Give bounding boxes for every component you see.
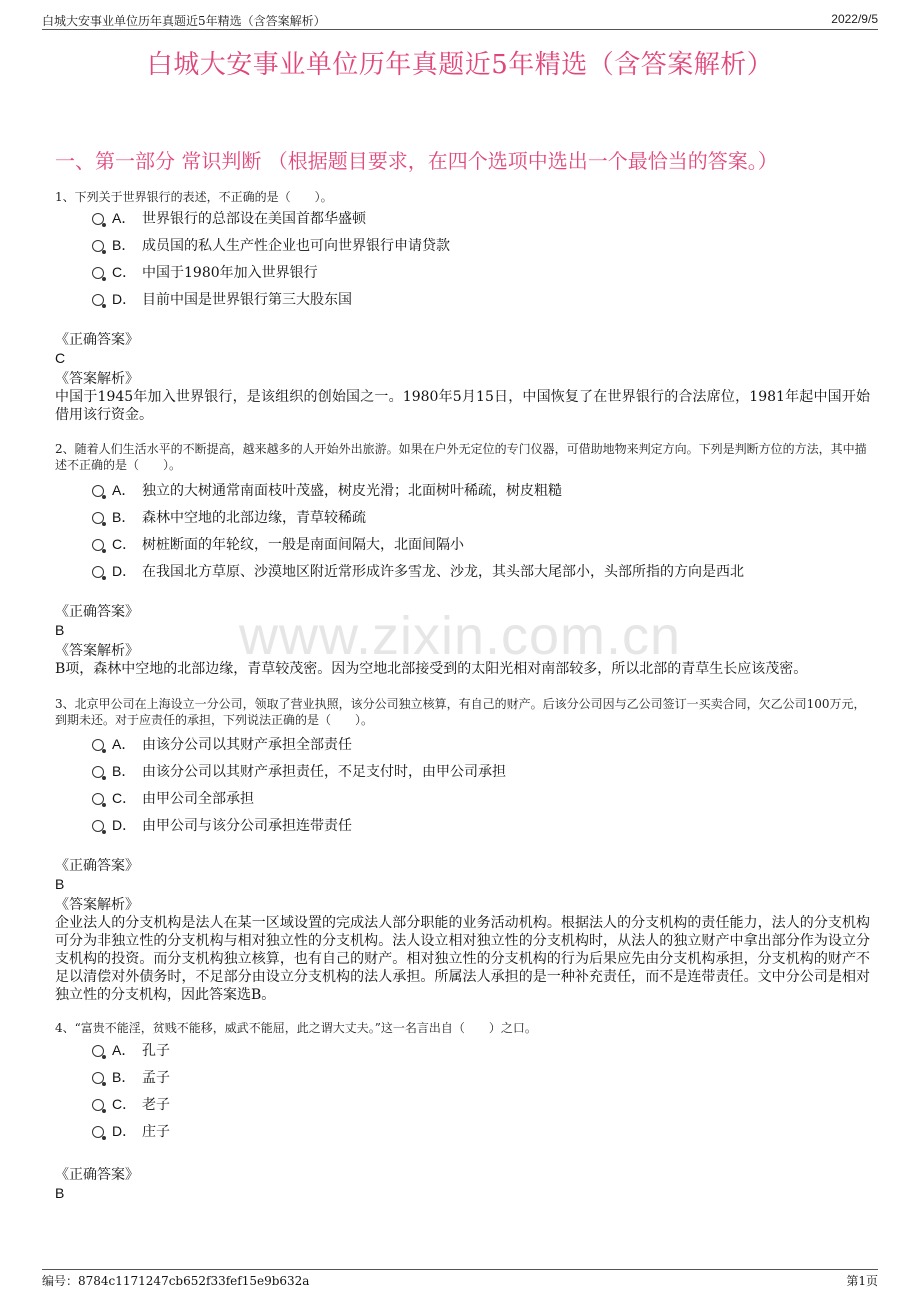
question-3-option-a[interactable] xyxy=(92,734,352,755)
question-3-option-b[interactable] xyxy=(92,761,506,782)
option-key: D． xyxy=(112,291,137,307)
footer-code: 编号：8784c1171247cb652f33fef15e9b632a xyxy=(42,1274,310,1288)
option-text: 目前中国是世界银行第三大股东国 xyxy=(142,292,352,308)
question-2-option-b[interactable] xyxy=(92,507,366,528)
radio-icon[interactable] xyxy=(92,766,104,778)
radio-icon[interactable] xyxy=(92,1126,104,1138)
radio-icon[interactable] xyxy=(92,1072,104,1084)
option-key: B． xyxy=(112,237,136,253)
option-text: 中国于1980年加入世界银行 xyxy=(142,265,318,281)
option-key: A． xyxy=(112,736,136,752)
answer-label: 《正确答案》 xyxy=(55,332,139,348)
radio-icon[interactable] xyxy=(92,485,104,497)
question-4-option-b[interactable] xyxy=(92,1067,170,1088)
radio-icon[interactable] xyxy=(92,1045,104,1057)
option-text: 独立的大树通常南面枝叶茂盛，树皮光滑；北面树叶稀疏，树皮粗糙 xyxy=(142,483,562,499)
question-3-stem: 3、北京甲公司在上海设立一分公司，领取了营业执照，该分公司独立核算，有自己的财产。后该分公司因与乙公司签订一买卖合同，欠乙公司100万元，到期未还。对于应责任的承担，下列说法正确的是（ ）。 xyxy=(55,697,866,727)
option-key: C． xyxy=(112,790,137,806)
option-key: C． xyxy=(112,536,137,552)
question-3-explanation: 企业法人的分支机构是法人在某一区域设置的完成法人部分职能的业务活动机构。根据法人的分支机构的责任能力，法人的分支机构可分为非独立性的分支机构与相对独立性的分支机构。法人设立相对独立性的分支机构时，从法人的独立财产中拿出部分作为设立分支机构的投资。而分支机构独立核算，也有自己的财产。相对独立性的分支机构的行为后果应先由分支机构承担，分支机构的财产不足以清偿对外债务时，不足部分由设立分支机构的法人承担。所属法人承担的是一种补充责任，而不是连带责任。文中分公司是相对独立性的分支机构，因此答案选B。 xyxy=(55,915,870,1003)
option-key: C． xyxy=(112,264,137,280)
option-text: 由该分公司以其财产承担全部责任 xyxy=(142,737,352,753)
question-1-option-c[interactable] xyxy=(92,262,318,283)
question-3-option-c[interactable] xyxy=(92,788,254,809)
option-key: A． xyxy=(112,1042,136,1058)
question-4-option-c[interactable] xyxy=(92,1094,170,1115)
option-text: 成员国的私人生产性企业也可向世界银行申请贷款 xyxy=(142,238,450,254)
question-1-option-b[interactable] xyxy=(92,235,450,256)
section-title: 一、第一部分 常识判断 （根据题目要求，在四个选项中选出一个最恰当的答案。） xyxy=(55,149,778,173)
question-4-option-d[interactable] xyxy=(92,1121,170,1142)
radio-icon[interactable] xyxy=(92,539,104,551)
header-divider xyxy=(42,29,878,30)
question-4-option-a[interactable] xyxy=(92,1040,170,1061)
radio-icon[interactable] xyxy=(92,267,104,279)
question-1-explanation: 中国于1945年加入世界银行，是该组织的创始国之一。1980年5月15日，中国恢复了在世界银行的合法席位，1981年起中国开始借用该行资金。 xyxy=(55,389,870,423)
option-text: 树桩断面的年轮纹，一般是南面间隔大，北面间隔小 xyxy=(142,537,464,553)
option-text: 由甲公司与该分公司承担连带责任 xyxy=(142,818,352,834)
footer-page-number: 第1页 xyxy=(846,1274,878,1288)
explanation-label: 《答案解析》 xyxy=(55,643,139,659)
option-key: A． xyxy=(112,482,136,498)
question-3-answer: B xyxy=(55,876,65,892)
footer-divider xyxy=(42,1269,878,1270)
radio-icon[interactable] xyxy=(92,820,104,832)
explanation-label: 《答案解析》 xyxy=(55,897,139,913)
explanation-label: 《答案解析》 xyxy=(55,371,139,387)
header-date: 2022/9/5 xyxy=(831,12,878,26)
option-key: B． xyxy=(112,509,136,525)
answer-label: 《正确答案》 xyxy=(55,1167,139,1183)
question-1-option-a[interactable] xyxy=(92,208,366,229)
question-2-option-d[interactable] xyxy=(92,561,744,582)
question-1-option-d[interactable] xyxy=(92,289,352,310)
question-2-stem: 2、随着人们生活水平的不断提高，越来越多的人开始外出旅游。如果在户外无定位的专门仪器，可借助地物来判定方向。下列是判断方位的方法，其中描述不正确的是（ ）。 xyxy=(55,442,867,472)
option-key: A． xyxy=(112,210,136,226)
option-text: 孟子 xyxy=(142,1070,170,1086)
option-text: 由该分公司以其财产承担责任，不足支付时，由甲公司承担 xyxy=(142,764,506,780)
document-title: 白城大安事业单位历年真题近5年精选（含答案解析） xyxy=(146,50,774,80)
question-3-option-d[interactable] xyxy=(92,815,352,836)
question-4-stem: 4、“富贵不能淫，贫贱不能移，威武不能屈，此之谓大丈夫。”这一名言出自（ ）之口。 xyxy=(55,1021,537,1035)
page-header xyxy=(42,12,878,30)
question-1-stem: 1、下列关于世界银行的表述，不正确的是（ ）。 xyxy=(55,190,333,204)
option-key: B． xyxy=(112,1069,136,1085)
option-text: 在我国北方草原、沙漠地区附近常形成许多雪龙、沙龙，其头部大尾部小，头部所指的方向是西北 xyxy=(142,564,744,580)
radio-icon[interactable] xyxy=(92,294,104,306)
radio-icon[interactable] xyxy=(92,512,104,524)
option-key: C． xyxy=(112,1096,137,1112)
radio-icon[interactable] xyxy=(92,739,104,751)
radio-icon[interactable] xyxy=(92,240,104,252)
answer-label: 《正确答案》 xyxy=(55,604,139,620)
radio-icon[interactable] xyxy=(92,566,104,578)
question-2-explanation: B项，森林中空地的北部边缘，青草较茂密。因为空地北部接受到的太阳光相对南部较多，所以北部的青草生长应该茂密。 xyxy=(55,661,808,677)
option-key: D． xyxy=(112,1123,137,1139)
answer-label: 《正确答案》 xyxy=(55,858,139,874)
option-text: 孔子 xyxy=(142,1043,170,1059)
option-key: D． xyxy=(112,563,137,579)
option-text: 庄子 xyxy=(142,1124,170,1140)
option-text: 由甲公司全部承担 xyxy=(142,791,254,807)
watermark: www.zixin.com.cn xyxy=(238,606,682,666)
question-2-option-a[interactable] xyxy=(92,480,562,501)
header-title: 白城大安事业单位历年真题近5年精选（含答案解析） xyxy=(42,14,326,28)
question-4-answer: B xyxy=(55,1185,65,1201)
radio-icon[interactable] xyxy=(92,1099,104,1111)
option-text: 世界银行的总部设在美国首都华盛顿 xyxy=(142,211,366,227)
option-key: B． xyxy=(112,763,136,779)
question-1-answer: C xyxy=(55,350,66,366)
question-2-answer: B xyxy=(55,622,65,638)
option-text: 老子 xyxy=(142,1097,170,1113)
radio-icon[interactable] xyxy=(92,213,104,225)
radio-icon[interactable] xyxy=(92,793,104,805)
option-text: 森林中空地的北部边缘，青草较稀疏 xyxy=(142,510,366,526)
question-2-option-c[interactable] xyxy=(92,534,464,555)
option-key: D． xyxy=(112,817,137,833)
